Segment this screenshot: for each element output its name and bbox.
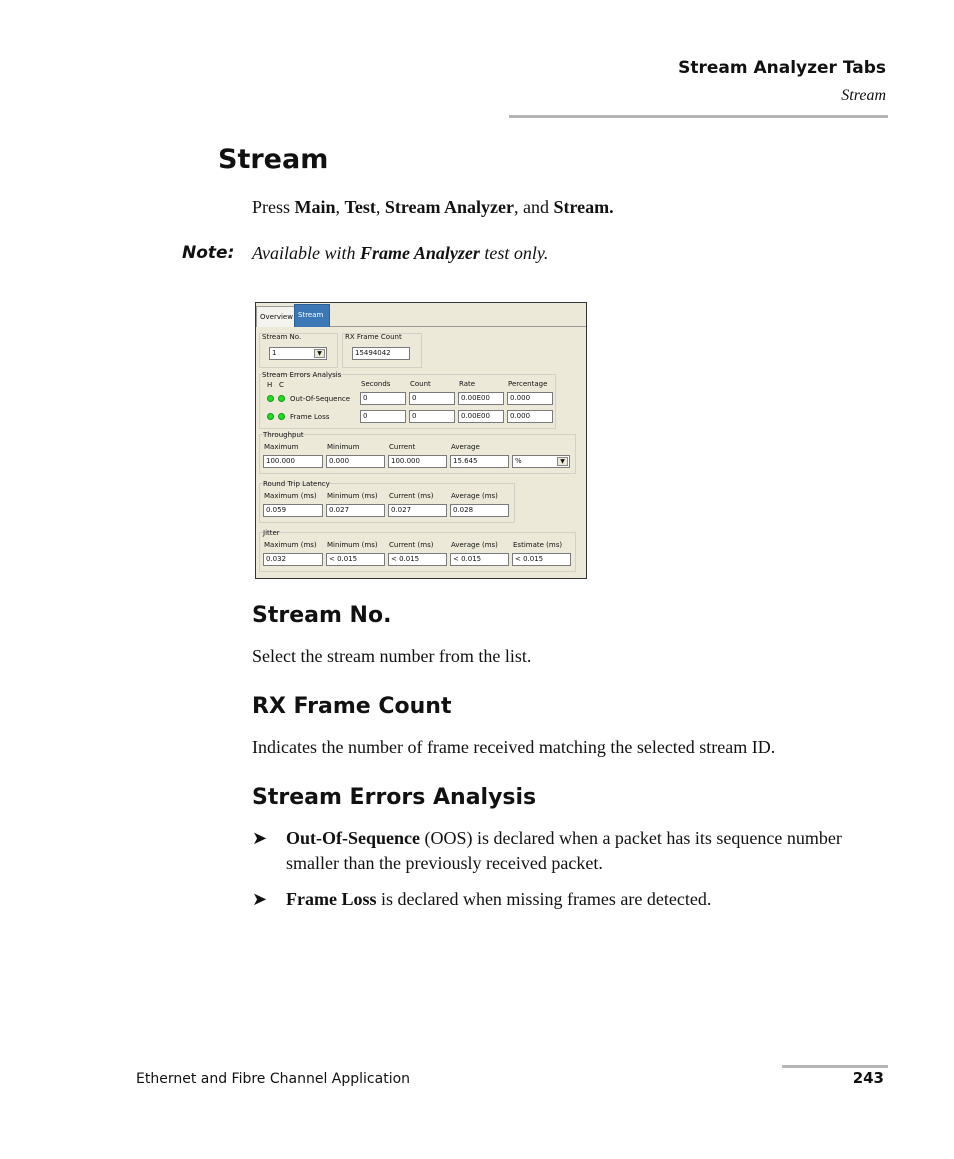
oos-rate-field: 0.00E00: [458, 392, 504, 405]
throughput-header-average: Average: [451, 443, 480, 451]
jitter-minimum-field: < 0.015: [326, 553, 385, 566]
h-column-label: H: [267, 381, 273, 389]
section-title: Stream: [218, 144, 329, 175]
jitter-group: [259, 532, 576, 572]
tab-bar: [256, 303, 586, 327]
note-label: Note:: [182, 243, 235, 263]
status-led-icon: [267, 413, 274, 420]
stream-tab-screenshot: [255, 302, 587, 579]
latency-header-maximum: Maximum (ms): [264, 492, 317, 500]
latency-header-minimum: Minimum (ms): [327, 492, 378, 500]
jitter-header-estimate: Estimate (ms): [513, 541, 563, 549]
throughput-title: Throughput: [263, 431, 304, 439]
rx-frame-count-text: Indicates the number of frame received matching the selected stream ID.: [252, 737, 776, 757]
errors-header-seconds: Seconds: [361, 380, 391, 388]
jitter-current-field: < 0.015: [388, 553, 447, 566]
tab-overview[interactable]: Overview: [256, 306, 295, 327]
latency-maximum-field: 0.059: [263, 504, 323, 517]
bullet-out-of-sequence: Out-Of-Sequence (OOS) is declared when a packet has its sequence number smaller than the previously received packet.: [286, 828, 842, 873]
frame-loss-label: Frame Loss: [290, 413, 330, 421]
rx-frame-count-label: RX Frame Count: [345, 333, 402, 341]
latency-header-current: Current (ms): [389, 492, 434, 500]
latency-current-field: 0.027: [388, 504, 447, 517]
jitter-average-field: < 0.015: [450, 553, 509, 566]
jitter-header-maximum: Maximum (ms): [264, 541, 317, 549]
jitter-header-current: Current (ms): [389, 541, 434, 549]
intro-paragraph: Press Main, Test, Stream Analyzer, and Stream.: [252, 197, 614, 217]
throughput-current-field: 100.000: [388, 455, 447, 468]
throughput-header-minimum: Minimum: [327, 443, 360, 451]
note-text: Available with Frame Analyzer test only.: [252, 243, 549, 263]
footer-title: Ethernet and Fibre Channel Application: [136, 1071, 411, 1087]
fl-rate-field: 0.00E00: [458, 410, 504, 423]
throughput-minimum-field: 0.000: [326, 455, 385, 468]
header-rule: [509, 115, 888, 118]
jitter-maximum-field: 0.032: [263, 553, 323, 566]
latency-average-field: 0.028: [450, 504, 509, 517]
throughput-header-maximum: Maximum: [264, 443, 299, 451]
jitter-title: Jitter: [263, 529, 280, 537]
throughput-group: [259, 434, 576, 474]
jitter-header-average: Average (ms): [451, 541, 498, 549]
out-of-sequence-label: Out-Of-Sequence: [290, 395, 351, 403]
stream-no-label: Stream No.: [262, 333, 302, 341]
latency-title: Round Trip Latency: [263, 480, 330, 488]
bullet-arrow-icon: ➤: [252, 828, 268, 848]
chevron-down-icon[interactable]: ▼: [557, 457, 568, 466]
bullet-arrow-icon: ➤: [252, 889, 268, 909]
throughput-maximum-field: 100.000: [263, 455, 323, 468]
running-header-subtitle: Stream: [841, 87, 886, 104]
footer-rule: [782, 1065, 888, 1068]
fl-seconds-field: 0: [360, 410, 406, 423]
errors-header-rate: Rate: [459, 380, 476, 388]
status-led-icon: [278, 413, 285, 420]
errors-header-percentage: Percentage: [508, 380, 548, 388]
bullet-frame-loss: Frame Loss is declared when missing frames are detected.: [286, 889, 712, 909]
errors-header-count: Count: [410, 380, 431, 388]
stream-errors-heading: Stream Errors Analysis: [252, 785, 537, 810]
fl-percentage-field: 0.000: [507, 410, 553, 423]
stream-errors-title: Stream Errors Analysis: [262, 371, 342, 379]
oos-percentage-field: 0.000: [507, 392, 553, 405]
latency-header-average: Average (ms): [451, 492, 498, 500]
running-header-title: Stream Analyzer Tabs: [678, 58, 886, 78]
chevron-down-icon[interactable]: ▼: [314, 349, 325, 358]
throughput-unit-value: %: [515, 457, 522, 465]
stream-no-select[interactable]: [269, 347, 327, 360]
oos-seconds-field: 0: [360, 392, 406, 405]
rx-frame-count-field: 15494042: [352, 347, 410, 360]
throughput-header-current: Current: [389, 443, 416, 451]
rx-frame-count-heading: RX Frame Count: [252, 694, 452, 719]
throughput-average-field: 15.645: [450, 455, 509, 468]
status-led-icon: [267, 395, 274, 402]
c-column-label: C: [279, 381, 284, 389]
fl-count-field: 0: [409, 410, 455, 423]
jitter-header-minimum: Minimum (ms): [327, 541, 378, 549]
throughput-unit-select[interactable]: [512, 455, 570, 468]
oos-count-field: 0: [409, 392, 455, 405]
latency-minimum-field: 0.027: [326, 504, 385, 517]
page-number: 243: [852, 1069, 884, 1087]
latency-group: [259, 483, 515, 523]
stream-no-heading: Stream No.: [252, 603, 392, 628]
tab-stream[interactable]: Stream: [294, 304, 330, 327]
jitter-estimate-field: < 0.015: [512, 553, 571, 566]
status-led-icon: [278, 395, 285, 402]
stream-no-value: 1: [272, 349, 277, 357]
stream-no-text: Select the stream number from the list.: [252, 646, 532, 666]
